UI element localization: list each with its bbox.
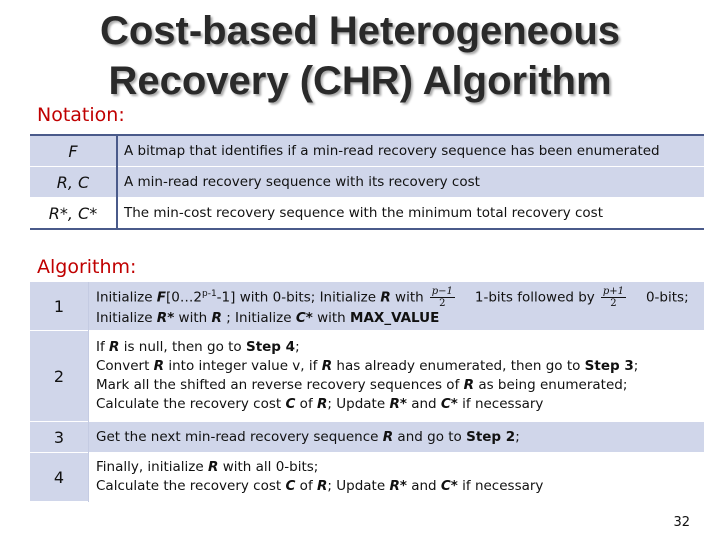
notation-heading: Notation: (37, 104, 125, 126)
step-line: Finally, initialize R with all 0-bits; (96, 459, 319, 475)
step-line: Get the next min-read recovery sequence R and go to Step 2; (96, 428, 520, 445)
notation-symbol: R*, C* (30, 198, 117, 230)
fraction-p-plus-1-over-2: $\frac{p+1}{2}$ (602, 285, 624, 309)
step-line: Calculate the recovery cost C of R; Update R* and C* if necessary (96, 396, 544, 412)
step-body (89, 331, 705, 422)
algorithm-heading: Algorithm: (37, 256, 137, 278)
notation-description: A min-read recovery sequence with its recovery cost (117, 167, 704, 198)
slide-title-line1: Cost-based Heterogeneous (99, 9, 621, 53)
notation-row (30, 167, 704, 198)
notation-description: A bitmap that identifies if a min-read recovery sequence has been enumerated (117, 135, 704, 167)
step-body (89, 422, 705, 453)
step-line: Mark all the shifted an reverse recovery sequences of R as being enumerated; (96, 377, 628, 393)
step-line: Initialize R* with R ; Initialize C* with MAX_VALUE (96, 309, 440, 326)
notation-row (30, 198, 704, 230)
step-line: Initialize F[0…2$^{p-1}$-1] with 0-bits; Initialize R with $\frac{p-1}{2}$ 1-bits followed by $\frac{p+1}{2}$ 0-bits; (96, 285, 689, 309)
step-body (89, 453, 705, 502)
step-line: Calculate the recovery cost C of R; Update R* and C* if necessary (96, 478, 544, 494)
algorithm-step (30, 422, 704, 453)
algorithm-table (30, 282, 704, 502)
slide-title (0, 6, 720, 106)
step-number: 1 (30, 282, 89, 331)
step-body (89, 282, 705, 331)
notation-symbol: R, C (30, 167, 117, 198)
fraction-p-minus-1-over-2: $\frac{p-1}{2}$ (431, 285, 453, 309)
notation-symbol: F (30, 135, 117, 167)
step-number: 3 (30, 422, 89, 453)
step-line: Convert R into integer value v, if R has already enumerated, then go to Step 3; (96, 358, 639, 374)
algorithm-step (30, 453, 704, 502)
slide-title-line2: Recovery (CHR) Algorithm (108, 59, 612, 103)
algorithm-step (30, 331, 704, 422)
notation-table (30, 134, 704, 230)
notation-description: The min-cost recovery sequence with the minimum total recovery cost (117, 198, 704, 230)
step-line: If R is null, then go to Step 4; (96, 339, 300, 355)
step-number: 4 (30, 453, 89, 502)
notation-row (30, 135, 704, 167)
algorithm-step (30, 282, 704, 331)
page-number: 32 (673, 515, 690, 530)
step-number: 2 (30, 331, 89, 422)
